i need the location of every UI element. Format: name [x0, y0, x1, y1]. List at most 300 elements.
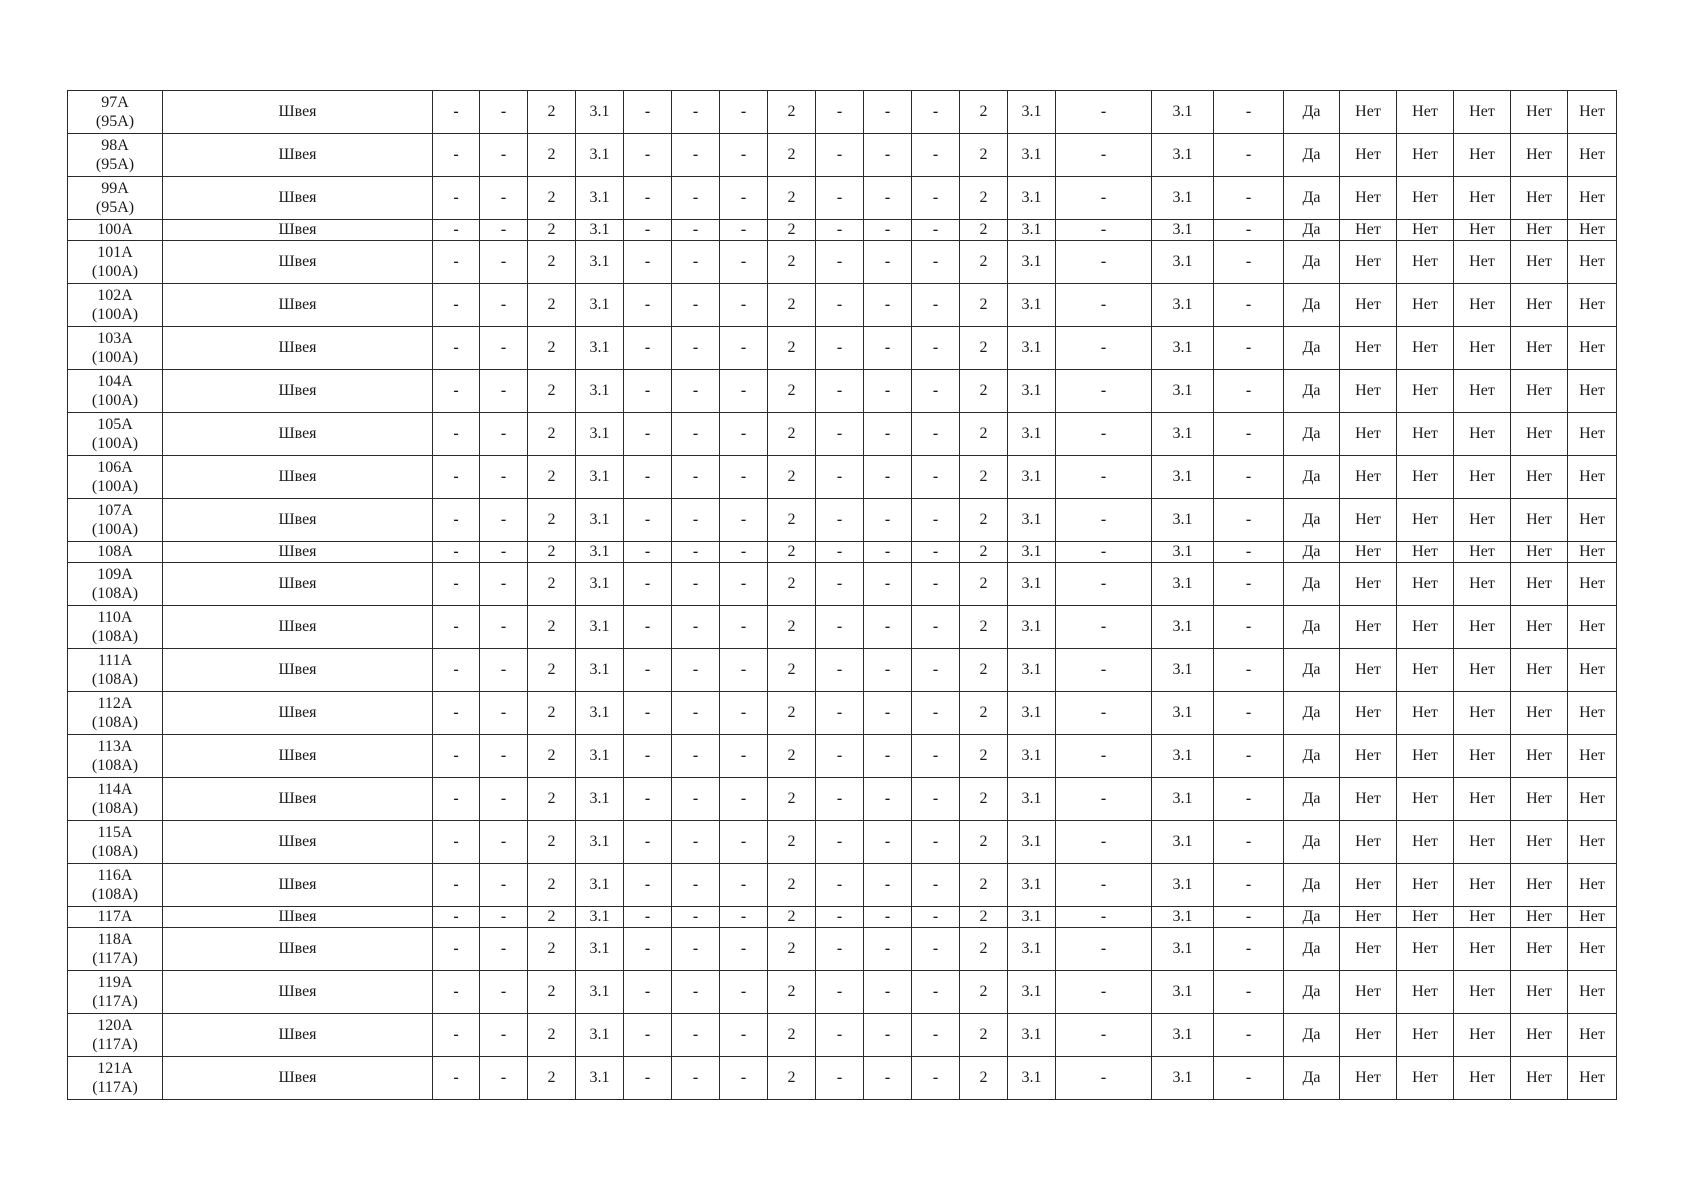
value-cell: -: [912, 907, 960, 928]
value-cell: -: [816, 241, 864, 284]
value-cell: Нет: [1340, 692, 1397, 735]
value-cell: Нет: [1340, 241, 1397, 284]
value-cell: 2: [528, 563, 576, 606]
value-cell: Нет: [1340, 606, 1397, 649]
value-cell: -: [433, 864, 480, 907]
workplace-number-cell: [68, 1014, 163, 1057]
value-cell: -: [480, 177, 528, 220]
value-cell: Нет: [1340, 735, 1397, 778]
value-cell: -: [624, 370, 672, 413]
value-cell: Нет: [1568, 284, 1617, 327]
value-cell: 3.1: [1152, 370, 1214, 413]
value-cell: -: [433, 134, 480, 177]
workplace-number-cell: [68, 928, 163, 971]
value-cell: -: [816, 1014, 864, 1057]
value-cell: -: [816, 821, 864, 864]
workplace-number-cell: [68, 220, 163, 241]
value-cell: -: [672, 735, 720, 778]
value-cell: -: [1056, 778, 1152, 821]
value-cell: -: [1214, 864, 1284, 907]
workplace-analog-number: (108А): [91, 585, 139, 602]
value-cell: 2: [960, 907, 1008, 928]
value-cell: 2: [528, 370, 576, 413]
workplace-number: 121А: [97, 1060, 133, 1077]
value-cell: Нет: [1340, 177, 1397, 220]
value-cell: Нет: [1568, 241, 1617, 284]
value-cell: -: [672, 606, 720, 649]
value-cell: -: [912, 1014, 960, 1057]
value-cell: 3.1: [1008, 692, 1056, 735]
value-cell: Нет: [1568, 864, 1617, 907]
value-cell: 3.1: [576, 91, 624, 134]
workplace-number-cell: [68, 692, 163, 735]
value-cell: -: [1056, 499, 1152, 542]
value-cell: -: [720, 241, 768, 284]
value-cell: 2: [768, 413, 816, 456]
value-cell: -: [1214, 649, 1284, 692]
value-cell: 3.1: [1152, 971, 1214, 1014]
workplace-number-cell: [68, 542, 163, 563]
value-cell: 2: [528, 177, 576, 220]
value-cell: 2: [960, 563, 1008, 606]
value-cell: Нет: [1568, 778, 1617, 821]
value-cell: 2: [960, 821, 1008, 864]
value-cell: 3.1: [576, 864, 624, 907]
value-cell: -: [672, 220, 720, 241]
value-cell: -: [1056, 649, 1152, 692]
value-cell: -: [672, 499, 720, 542]
table-row: [68, 413, 1617, 456]
value-cell: 2: [528, 241, 576, 284]
value-cell: Нет: [1454, 284, 1511, 327]
workplace-number-cell: [68, 327, 163, 370]
value-cell: 2: [768, 370, 816, 413]
value-cell: Да: [1284, 134, 1340, 177]
workplace-number: 111А: [97, 652, 133, 669]
profession-name-cell: Швея: [163, 370, 433, 413]
value-cell: Нет: [1340, 413, 1397, 456]
value-cell: -: [624, 692, 672, 735]
value-cell: -: [624, 542, 672, 563]
value-cell: -: [864, 692, 912, 735]
value-cell: -: [480, 134, 528, 177]
value-cell: -: [433, 971, 480, 1014]
value-cell: Нет: [1454, 606, 1511, 649]
value-cell: -: [433, 413, 480, 456]
workplace-number: 109А: [97, 566, 133, 583]
value-cell: -: [624, 284, 672, 327]
value-cell: 2: [768, 220, 816, 241]
value-cell: -: [672, 542, 720, 563]
value-cell: -: [480, 778, 528, 821]
profession-name-cell: Швея: [163, 735, 433, 778]
value-cell: 3.1: [1008, 735, 1056, 778]
profession-name-cell: Швея: [163, 907, 433, 928]
value-cell: -: [912, 563, 960, 606]
value-cell: 3.1: [1152, 1057, 1214, 1100]
value-cell: Нет: [1340, 971, 1397, 1014]
value-cell: Да: [1284, 1014, 1340, 1057]
value-cell: -: [912, 606, 960, 649]
value-cell: 3.1: [1008, 241, 1056, 284]
value-cell: -: [1056, 692, 1152, 735]
value-cell: Нет: [1511, 778, 1568, 821]
value-cell: 3.1: [576, 821, 624, 864]
profession-name-cell: Швея: [163, 220, 433, 241]
value-cell: Нет: [1340, 370, 1397, 413]
profession-name-cell: Швея: [163, 456, 433, 499]
value-cell: -: [912, 864, 960, 907]
value-cell: Нет: [1397, 907, 1454, 928]
value-cell: -: [864, 327, 912, 370]
value-cell: Нет: [1397, 241, 1454, 284]
value-cell: 2: [768, 456, 816, 499]
value-cell: Нет: [1340, 542, 1397, 563]
value-cell: Нет: [1454, 864, 1511, 907]
value-cell: Нет: [1511, 456, 1568, 499]
value-cell: 2: [528, 971, 576, 1014]
value-cell: -: [864, 284, 912, 327]
value-cell: -: [672, 91, 720, 134]
value-cell: 2: [768, 649, 816, 692]
value-cell: Нет: [1568, 327, 1617, 370]
value-cell: 3.1: [1152, 692, 1214, 735]
value-cell: Нет: [1454, 1057, 1511, 1100]
value-cell: Нет: [1454, 821, 1511, 864]
value-cell: -: [624, 864, 672, 907]
value-cell: -: [480, 327, 528, 370]
workplace-analog-number: (108А): [91, 800, 139, 817]
value-cell: Нет: [1397, 1014, 1454, 1057]
value-cell: -: [1214, 177, 1284, 220]
value-cell: -: [912, 971, 960, 1014]
table-row: [68, 1014, 1617, 1057]
workplace-number: 100А: [97, 221, 133, 238]
value-cell: -: [480, 542, 528, 563]
profession-name-cell: Швея: [163, 649, 433, 692]
value-cell: 3.1: [576, 413, 624, 456]
value-cell: Нет: [1568, 821, 1617, 864]
workplace-number: 99А: [101, 180, 129, 197]
value-cell: 2: [960, 971, 1008, 1014]
value-cell: 3.1: [1008, 134, 1056, 177]
value-cell: Нет: [1454, 456, 1511, 499]
workplace-number-cell: [68, 370, 163, 413]
value-cell: -: [624, 499, 672, 542]
value-cell: -: [624, 563, 672, 606]
value-cell: 3.1: [576, 284, 624, 327]
value-cell: Нет: [1511, 284, 1568, 327]
value-cell: Нет: [1511, 864, 1568, 907]
value-cell: -: [624, 220, 672, 241]
value-cell: -: [433, 284, 480, 327]
value-cell: -: [672, 563, 720, 606]
value-cell: -: [624, 821, 672, 864]
workplace-number: 118А: [97, 931, 133, 948]
value-cell: 3.1: [1008, 821, 1056, 864]
value-cell: -: [912, 134, 960, 177]
value-cell: 3.1: [1152, 91, 1214, 134]
workplace-analog-number: (117А): [92, 950, 138, 967]
value-cell: 2: [528, 91, 576, 134]
value-cell: -: [433, 499, 480, 542]
value-cell: -: [720, 456, 768, 499]
workplace-analog-number: (100А): [91, 521, 139, 538]
value-cell: -: [1056, 91, 1152, 134]
value-cell: 2: [960, 134, 1008, 177]
value-cell: -: [720, 177, 768, 220]
value-cell: -: [816, 220, 864, 241]
value-cell: 2: [960, 542, 1008, 563]
value-cell: 3.1: [1008, 1057, 1056, 1100]
value-cell: Нет: [1397, 563, 1454, 606]
value-cell: Нет: [1340, 864, 1397, 907]
value-cell: -: [1214, 971, 1284, 1014]
value-cell: -: [720, 370, 768, 413]
value-cell: Нет: [1340, 456, 1397, 499]
value-cell: -: [624, 91, 672, 134]
value-cell: -: [433, 649, 480, 692]
value-cell: 3.1: [576, 499, 624, 542]
value-cell: -: [864, 370, 912, 413]
value-cell: Нет: [1511, 241, 1568, 284]
value-cell: Да: [1284, 327, 1340, 370]
value-cell: -: [624, 413, 672, 456]
value-cell: 3.1: [1008, 1014, 1056, 1057]
table-row: [68, 327, 1617, 370]
value-cell: 2: [960, 284, 1008, 327]
table-row: [68, 563, 1617, 606]
value-cell: -: [912, 327, 960, 370]
value-cell: 3.1: [1008, 928, 1056, 971]
value-cell: -: [816, 177, 864, 220]
table-row: [68, 499, 1617, 542]
value-cell: -: [816, 413, 864, 456]
value-cell: -: [480, 413, 528, 456]
value-cell: Нет: [1568, 1057, 1617, 1100]
value-cell: Нет: [1568, 220, 1617, 241]
value-cell: -: [624, 177, 672, 220]
value-cell: -: [480, 499, 528, 542]
value-cell: -: [912, 177, 960, 220]
value-cell: Нет: [1397, 499, 1454, 542]
value-cell: 2: [768, 864, 816, 907]
value-cell: Нет: [1511, 134, 1568, 177]
value-cell: -: [624, 928, 672, 971]
value-cell: 3.1: [1008, 907, 1056, 928]
value-cell: 3.1: [1008, 864, 1056, 907]
table-row: [68, 542, 1617, 563]
value-cell: Нет: [1568, 370, 1617, 413]
value-cell: 3.1: [1152, 499, 1214, 542]
value-cell: -: [1056, 284, 1152, 327]
value-cell: Нет: [1397, 971, 1454, 1014]
value-cell: -: [624, 735, 672, 778]
value-cell: 3.1: [1152, 134, 1214, 177]
workplace-number-cell: [68, 241, 163, 284]
value-cell: 2: [960, 778, 1008, 821]
workplace-analog-number: (100А): [91, 263, 139, 280]
value-cell: 3.1: [1152, 928, 1214, 971]
table-row: [68, 91, 1617, 134]
profession-name-cell: Швея: [163, 413, 433, 456]
value-cell: -: [433, 606, 480, 649]
value-cell: Нет: [1511, 370, 1568, 413]
value-cell: -: [672, 1014, 720, 1057]
profession-name-cell: Швея: [163, 91, 433, 134]
value-cell: -: [1214, 327, 1284, 370]
value-cell: Да: [1284, 284, 1340, 327]
value-cell: -: [480, 563, 528, 606]
value-cell: 2: [528, 284, 576, 327]
value-cell: Нет: [1340, 327, 1397, 370]
value-cell: Да: [1284, 370, 1340, 413]
value-cell: -: [912, 91, 960, 134]
value-cell: -: [1214, 456, 1284, 499]
value-cell: -: [624, 241, 672, 284]
value-cell: Нет: [1568, 177, 1617, 220]
value-cell: 2: [528, 606, 576, 649]
table-row: [68, 821, 1617, 864]
table-row: [68, 735, 1617, 778]
value-cell: Нет: [1340, 778, 1397, 821]
value-cell: Нет: [1397, 220, 1454, 241]
workplace-number-cell: [68, 778, 163, 821]
value-cell: -: [912, 220, 960, 241]
table-row: [68, 971, 1617, 1014]
value-cell: -: [672, 456, 720, 499]
value-cell: -: [1214, 91, 1284, 134]
value-cell: -: [433, 177, 480, 220]
value-cell: -: [864, 241, 912, 284]
value-cell: 2: [960, 928, 1008, 971]
value-cell: Нет: [1397, 928, 1454, 971]
value-cell: Нет: [1568, 971, 1617, 1014]
value-cell: Нет: [1340, 907, 1397, 928]
value-cell: Нет: [1511, 327, 1568, 370]
value-cell: Да: [1284, 821, 1340, 864]
workplace-number-cell: [68, 284, 163, 327]
value-cell: 2: [528, 456, 576, 499]
profession-name-cell: Швея: [163, 864, 433, 907]
value-cell: Нет: [1340, 220, 1397, 241]
value-cell: -: [912, 456, 960, 499]
value-cell: -: [1056, 1014, 1152, 1057]
value-cell: -: [480, 1014, 528, 1057]
profession-name-cell: Швея: [163, 821, 433, 864]
value-cell: Нет: [1340, 1014, 1397, 1057]
value-cell: 3.1: [576, 542, 624, 563]
value-cell: 3.1: [1152, 778, 1214, 821]
value-cell: 3.1: [1008, 327, 1056, 370]
table-row: [68, 456, 1617, 499]
value-cell: -: [1214, 499, 1284, 542]
value-cell: 2: [528, 821, 576, 864]
value-cell: -: [1214, 1057, 1284, 1100]
value-cell: -: [480, 907, 528, 928]
table-row: [68, 1057, 1617, 1100]
value-cell: Нет: [1454, 928, 1511, 971]
value-cell: 2: [528, 778, 576, 821]
value-cell: 3.1: [1008, 91, 1056, 134]
value-cell: -: [1056, 327, 1152, 370]
value-cell: -: [720, 499, 768, 542]
value-cell: -: [624, 134, 672, 177]
value-cell: -: [864, 542, 912, 563]
workplace-analog-number: (117А): [92, 1079, 138, 1096]
value-cell: 3.1: [1008, 220, 1056, 241]
value-cell: -: [816, 284, 864, 327]
value-cell: 3.1: [576, 606, 624, 649]
value-cell: 2: [768, 606, 816, 649]
value-cell: -: [624, 606, 672, 649]
value-cell: Да: [1284, 499, 1340, 542]
value-cell: 2: [960, 735, 1008, 778]
workplace-number: 116А: [97, 867, 133, 884]
workplace-analog-number: (95А): [95, 113, 135, 130]
value-cell: Нет: [1397, 649, 1454, 692]
value-cell: -: [1056, 177, 1152, 220]
value-cell: 2: [528, 1057, 576, 1100]
value-cell: -: [720, 692, 768, 735]
value-cell: Нет: [1454, 134, 1511, 177]
value-cell: -: [1214, 1014, 1284, 1057]
value-cell: -: [720, 284, 768, 327]
value-cell: 3.1: [1152, 542, 1214, 563]
workplace-analog-number: (100А): [91, 392, 139, 409]
table-row: [68, 220, 1617, 241]
workplace-number: 112А: [97, 695, 133, 712]
value-cell: Нет: [1511, 928, 1568, 971]
value-cell: Нет: [1340, 928, 1397, 971]
value-cell: -: [1056, 864, 1152, 907]
value-cell: 2: [768, 327, 816, 370]
table-row: [68, 692, 1617, 735]
value-cell: 3.1: [576, 928, 624, 971]
table-row: [68, 864, 1617, 907]
value-cell: 3.1: [576, 1014, 624, 1057]
value-cell: 2: [960, 327, 1008, 370]
value-cell: -: [433, 735, 480, 778]
value-cell: -: [1056, 928, 1152, 971]
value-cell: -: [433, 821, 480, 864]
value-cell: 3.1: [576, 1057, 624, 1100]
value-cell: -: [816, 778, 864, 821]
value-cell: Нет: [1397, 821, 1454, 864]
value-cell: 3.1: [1152, 327, 1214, 370]
value-cell: -: [672, 821, 720, 864]
value-cell: 3.1: [576, 692, 624, 735]
value-cell: 3.1: [1008, 370, 1056, 413]
value-cell: Нет: [1511, 1057, 1568, 1100]
profession-name-cell: Швея: [163, 928, 433, 971]
table-row: [68, 370, 1617, 413]
workplace-number-cell: [68, 907, 163, 928]
table-row: [68, 778, 1617, 821]
workplace-analog-number: (100А): [91, 435, 139, 452]
workplace-analog-number: (108А): [91, 628, 139, 645]
value-cell: -: [480, 1057, 528, 1100]
value-cell: Да: [1284, 864, 1340, 907]
value-cell: -: [480, 456, 528, 499]
value-cell: -: [864, 413, 912, 456]
value-cell: -: [864, 778, 912, 821]
value-cell: 3.1: [1152, 735, 1214, 778]
workplace-number: 103А: [97, 330, 133, 347]
value-cell: Да: [1284, 735, 1340, 778]
value-cell: -: [433, 456, 480, 499]
value-cell: -: [1214, 284, 1284, 327]
